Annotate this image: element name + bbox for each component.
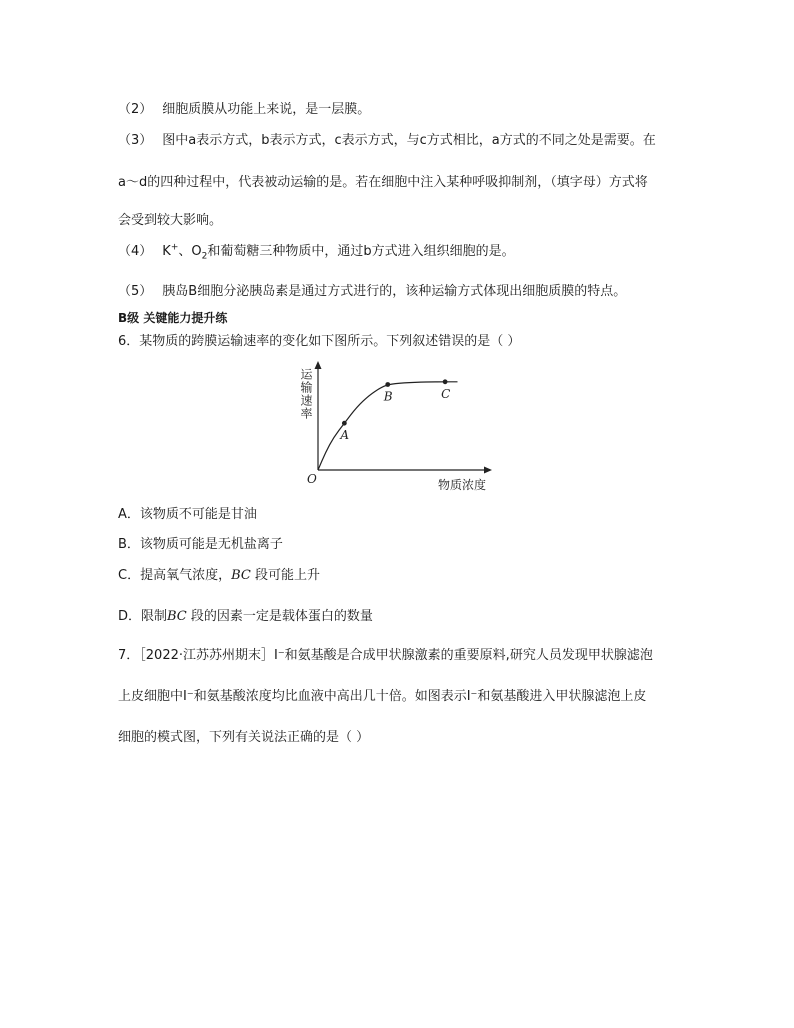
question-text: 和葡萄糖三种物质中，通过b方式进入组织细胞的是。 <box>207 244 515 259</box>
question-6-stem: 6．某物质的跨膜运输速率的变化如下图所示。下列叙述错误的是（ ） <box>118 334 521 349</box>
question-7-line-3: 细胞的模式图，下列有关说法正确的是（ ） <box>118 730 370 745</box>
point-label-c: C <box>441 386 451 401</box>
point-b <box>385 382 390 387</box>
question-number: （3） <box>118 133 153 148</box>
question-3-line-1 <box>118 132 656 150</box>
x-axis-label: 物质浓度 <box>438 478 487 492</box>
question-3-line-2: a～d的四种过程中，代表被动运输的是。若在细胞中注入某种呼吸抑制剂，（填字母）方式将 <box>118 175 648 190</box>
question-text: 图中a表示方式，b表示方式，c表示方式，与c方式相比，a方式的不同之处是需要。在 <box>162 133 656 148</box>
option-c <box>118 567 320 585</box>
oxygen-subscript: 2 <box>201 251 208 262</box>
point-c <box>443 379 448 384</box>
oxygen: O <box>191 244 202 259</box>
question-5 <box>118 283 626 301</box>
question-3-line-3: 会受到较大影响。 <box>118 213 223 228</box>
question-4 <box>118 243 515 261</box>
ion-k: K <box>162 244 171 259</box>
segment-label: BC <box>231 568 251 583</box>
option-a: A．该物质不可能是甘油 <box>118 507 257 522</box>
option-c-text-end: 段可能上升 <box>250 568 320 583</box>
ion-k-charge: + <box>170 242 179 253</box>
y-axis-arrow <box>315 361 322 369</box>
point-label-b: B <box>383 389 393 404</box>
point-label-a: A <box>340 428 350 443</box>
question-text: 细胞质膜从功能上来说，是一层膜。 <box>162 102 371 117</box>
option-d-text-end: 段的因素一定是载体蛋白的数量 <box>186 609 373 624</box>
question-7-line-2: 上皮细胞中I⁻和氨基酸浓度均比血液中高出几十倍。如图表示I⁻和氨基酸进入甲状腺滤泡上皮 <box>118 689 647 704</box>
option-c-text: C．提高氧气浓度， <box>118 568 232 583</box>
x-axis-arrow <box>484 467 492 474</box>
question-number: （4） <box>118 244 153 259</box>
y-axis-label: 运输速率 <box>299 368 313 420</box>
option-b: B．该物质可能是无机盐离子 <box>118 537 283 552</box>
point-a <box>342 421 347 426</box>
transport-rate-chart <box>290 356 500 496</box>
question-7-line-1: 7．［2022·江苏苏州期末］I⁻和氨基酸是合成甲状腺激素的重要原料,研究人员发现甲状腺滤泡 <box>118 648 653 663</box>
option-d <box>118 608 373 626</box>
question-number: （5） <box>118 284 153 299</box>
question-text: 胰岛B细胞分泌胰岛素是通过方式进行的，该种运输方式体现出细胞质膜的特点。 <box>162 284 627 299</box>
origin-label: O <box>307 472 317 486</box>
option-d-text: D．限制 <box>118 609 168 624</box>
separator: 、 <box>178 244 192 259</box>
question-2 <box>118 101 370 119</box>
segment-label: BC <box>167 609 187 624</box>
question-number: （2） <box>118 102 153 117</box>
section-heading: B级 关键能力提升练 <box>118 311 228 325</box>
